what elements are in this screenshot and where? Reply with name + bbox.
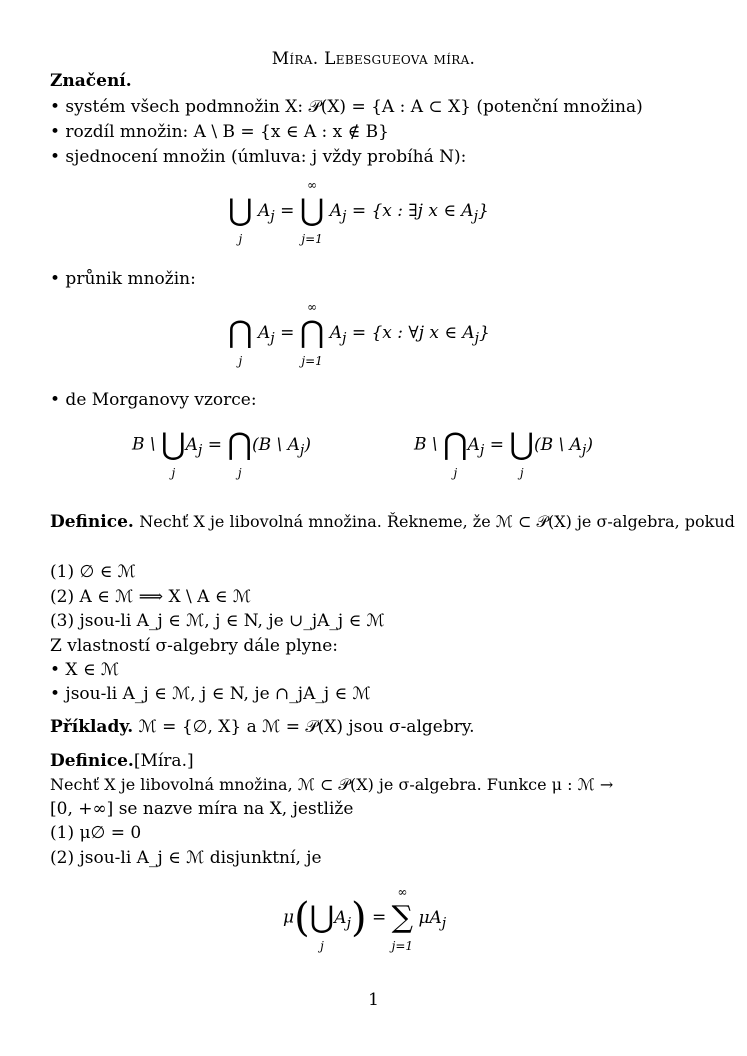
examples-text: ℳ = {∅, X} a ℳ = 𝒫(X) jsou σ-algebry. bbox=[138, 717, 475, 737]
big-intersection-symbol: ∞ ⋂ j=1 bbox=[299, 300, 325, 368]
measure-text-1: Nechť X je libovolná množina, ℳ ⊂ 𝒫(X) je σ-algebra. Funkce μ : ℳ → bbox=[50, 775, 614, 794]
notation-item-union: • sjednocení množin (úmluva: j vždy probíhá N): bbox=[50, 147, 467, 167]
big-union-symbol: ⋃ j bbox=[228, 193, 253, 246]
big-union-symbol: ⋃ j bbox=[309, 900, 335, 953]
measure-item-2: (2) jsou-li A_j ∈ ℳ disjunktní, je bbox=[50, 848, 322, 868]
examples-heading: Příklady. bbox=[50, 717, 134, 737]
big-intersection-symbol: ⋂ j bbox=[443, 427, 468, 480]
sigma-consequence-1: • X ∈ ℳ bbox=[50, 660, 120, 680]
intersection-formula: ⋂ j $A_j$ = ∞ ⋂ j=1 $A_j = \{x$ : ∀j x ∈ $A_j$} bbox=[228, 300, 490, 368]
notation-item-intersection: • průnik množin: bbox=[50, 269, 196, 289]
big-sum-symbol: ∞ ∑ j=1 bbox=[391, 885, 414, 953]
big-intersection-symbol: ⋂ j bbox=[228, 315, 253, 368]
sigma-item-1: (1) ∅ ∈ ℳ bbox=[50, 562, 136, 582]
big-union-symbol: ⋃ j bbox=[509, 427, 534, 480]
big-intersection-symbol: ⋂ j bbox=[227, 427, 252, 480]
sigma-consequence-label: Z vlastností σ-algebry dále plyne: bbox=[50, 636, 338, 656]
definition-heading: Definice. bbox=[50, 751, 134, 771]
big-union-symbol: ⋃ j bbox=[161, 427, 186, 480]
measure-item-1: (1) μ∅ = 0 bbox=[50, 823, 142, 843]
notation-item-demorgan: • de Morganovy vzorce: bbox=[50, 390, 257, 410]
sigma-item-2: (2) A ∈ ℳ ⟹ X \ A ∈ ℳ bbox=[50, 587, 251, 607]
demorgan-formula-1: B \ ⋃ j $A_j$ = ⋂ j (B \ $A_j$) bbox=[132, 427, 311, 480]
definition-sigma-algebra bbox=[50, 511, 735, 533]
examples bbox=[50, 716, 475, 738]
sigma-consequence-2: • jsou-li A_j ∈ ℳ, j ∈ N, je ∩_jA_j ∈ ℳ bbox=[50, 684, 371, 704]
notation-heading: Značení. bbox=[50, 71, 132, 91]
demorgan-formula-2: B \ ⋂ j $A_j$ = ⋃ j (B \ $A_j$) bbox=[414, 427, 593, 480]
measure-text-2: [0, +∞] se nazve míra na X, jestliže bbox=[50, 799, 354, 819]
definition-text: Nechť X je libovolná množina. Řekneme, že ℳ ⊂ 𝒫(X) je σ-algebra, pokud bbox=[139, 512, 735, 531]
notation-item-powerset: • systém všech podmnožin X: 𝒫(X) = {A : A ⊂ X} (potenční množina) bbox=[50, 97, 643, 117]
sigma-additivity-formula: μ(⋃ j $A_j$) = ∞ ∑ j=1 $\mu A_j$ bbox=[283, 885, 447, 953]
page-number: 1 bbox=[368, 990, 379, 1010]
union-formula: ⋃ j $A_j$ = ∞ ⋃ j=1 $A_j = \{x$ : ∃j x ∈ $A_j$} bbox=[228, 178, 489, 246]
page-title: Míra. Lebesgueova míra. bbox=[271, 49, 476, 69]
big-union-symbol: ∞ ⋃ j=1 bbox=[299, 178, 325, 246]
definition-bracket: [Míra.] bbox=[133, 751, 194, 771]
definition-measure-heading-line bbox=[50, 750, 194, 772]
sigma-item-3: (3) jsou-li A_j ∈ ℳ, j ∈ N, je ∪_jA_j ∈ ℳ bbox=[50, 611, 385, 631]
definition-heading: Definice. bbox=[50, 512, 134, 532]
notation-item-difference: • rozdíl množin: A \ B = {x ∈ A : x ∉ B} bbox=[50, 122, 389, 142]
